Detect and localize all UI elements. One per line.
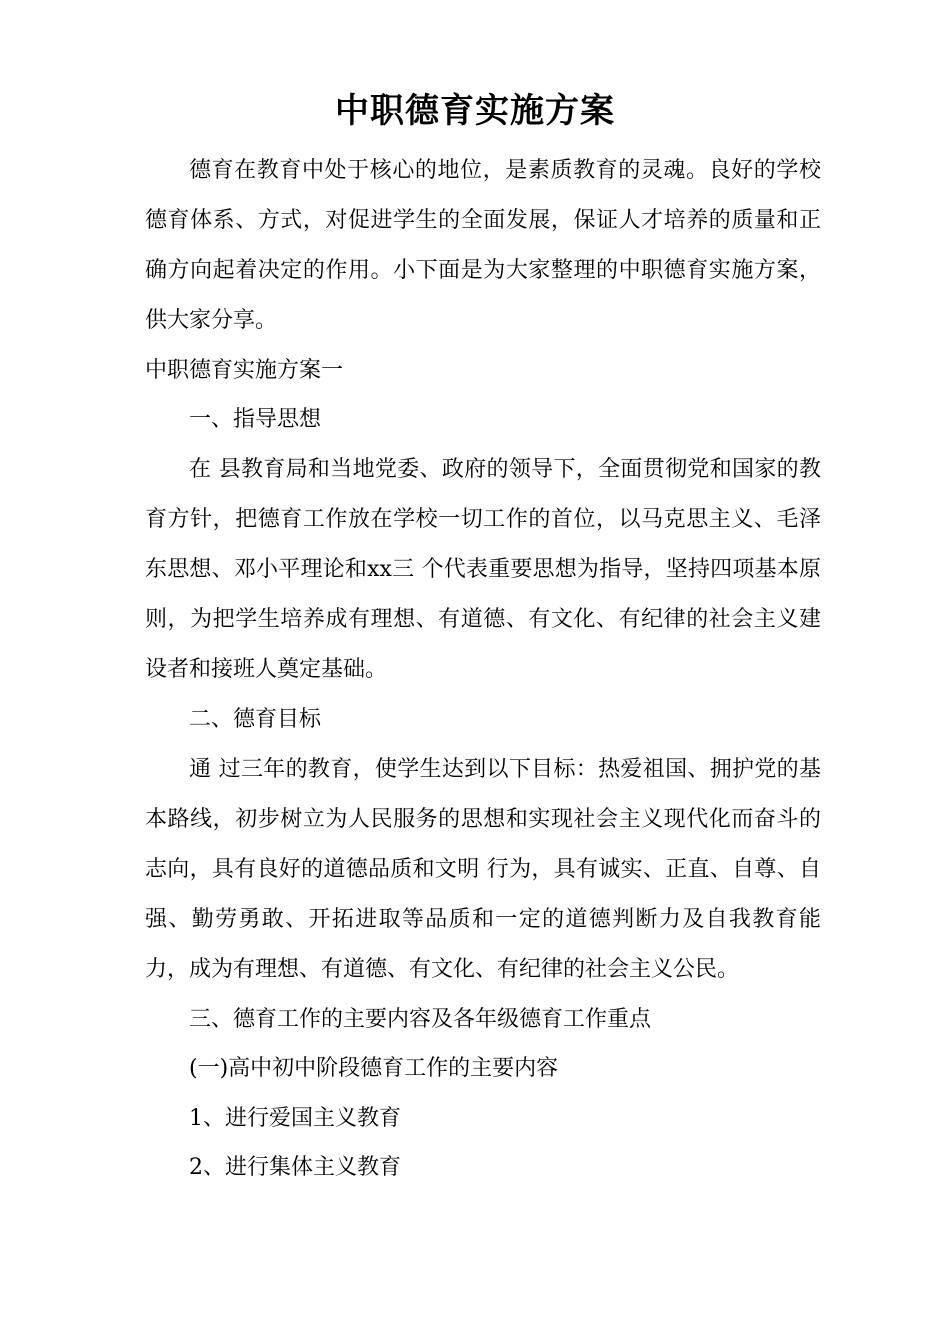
list-item-collectivism: 2、进行集体主义教育 <box>189 1155 401 1180</box>
paragraph-guiding-ideology: 在 县教育局和当地党委、政府的领导下，全面贯彻党和国家的教育方针，把德育工作放在学校一切工作的首位，以马克思主义、毛泽东思想、邓小平理论和xx三 个代表重要思想为指导，坚持四项基本原则，为把学生培养成有理想、有道德、有文化、有纪律的社会主义建设者和接班人奠定基础。 <box>145 457 821 682</box>
paragraph-moral-goals: 通 过三年的教育，使学生达到以下目标：热爱祖国、拥护党的基本路线，初步树立为人民服务的思想和实现社会主义现代化而奋斗的志向，具有良好的道德品质和文明 行为，具有诚实、正直、自尊、自强、勤劳勇敢、开拓进取等品质和一定的道德判断力及自我教育能力，成为有理想、有道德、有文化、有纪律的社会主义公民。 <box>145 757 821 982</box>
heading-guiding-ideology: 一、指导思想 <box>189 407 322 432</box>
heading-main-content: 三、德育工作的主要内容及各年级德育工作重点 <box>189 1007 652 1032</box>
document-title: 中职德育实施方案 <box>335 91 615 131</box>
section-heading: 中职德育实施方案一 <box>145 358 344 383</box>
list-item-patriotism: 1、进行爱国主义教育 <box>189 1106 401 1131</box>
heading-moral-goals: 二、德育目标 <box>189 707 322 732</box>
sub-heading-stage-content: (一)高中初中阶段德育工作的主要内容 <box>189 1056 559 1081</box>
intro-paragraph: 德育在教育中处于核心的地位，是素质教育的灵魂。良好的学校德育体系、方式，对促进学生的全面发展，保证人才培养的质量和正确方向起着决定的作用。小下面是为大家整理的中职德育实施方案，供大家分享。 <box>145 158 821 333</box>
